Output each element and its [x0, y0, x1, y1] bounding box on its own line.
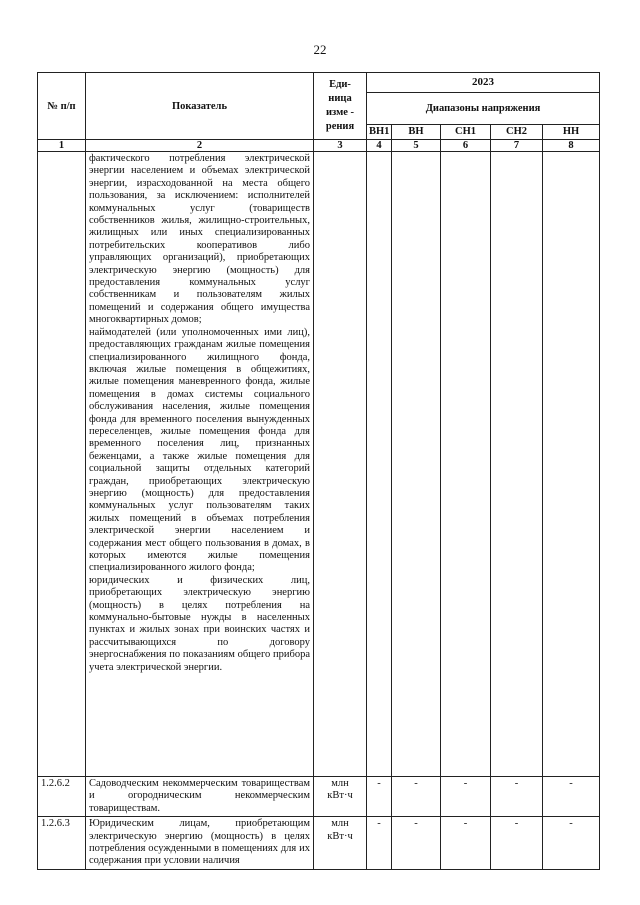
column-index-row: [38, 140, 600, 152]
value-sn2: [491, 152, 543, 777]
header-year: 2023: [367, 73, 600, 93]
value-sn2: -: [491, 777, 543, 817]
page-number: 22: [313, 42, 327, 57]
row-unit: [314, 817, 367, 870]
header-unit-line: Еди-: [329, 79, 351, 90]
value-nn: -: [543, 817, 600, 870]
indicator-paragraph: фактического потребления электрической энергии населением и объемах электрической энергии, израсходованной на места общего пользования, за исключением: исполнителей коммунальных услуг (товариществ собственников жилья, жилищно-строительных, жилищных или иных специализированных потребительских кооперативов либо управляющих организаций), приобретающих электрическую энергию (мощность) для предоставления коммунальных услуг собственникам и пользователям жилых помещений и содержания общего имущества многоквартирных домов;: [89, 153, 310, 326]
row-indicator-text: [86, 152, 314, 777]
header-unit: [314, 73, 367, 140]
value-vn1: [367, 152, 392, 777]
table-row: [38, 152, 600, 777]
column-index: 8: [543, 140, 600, 152]
header-range-sn1: СН1: [441, 124, 491, 139]
header-num: № п/п: [38, 73, 86, 140]
tariff-volume-table: [37, 72, 600, 870]
header-unit-line: рения: [325, 121, 355, 132]
header-range-vn: ВН: [392, 124, 441, 139]
indicator-paragraph: Садоводческим некоммерческим товариществам и огородническим некоммерческим товариществам.: [89, 778, 310, 814]
value-sn1: [441, 152, 491, 777]
indicator-paragraph: наймодателей (или уполномоченных ими лиц), предоставляющих гражданам жилые помещения специализированного жилищного фонда, включая жилые помещения в общежитиях, жилые помещения маневренного фонда, жилые помещения в домах системы социального обслуживания населения, жилые помещения фонда для временного поселения вынужденных переселенцев, жилые помещения фонда для временного поселения лиц, признанных беженцами, а также жилые помещения для социальной защиты отдельных категорий граждан, приобретающих электрическую энергию (мощность) для предоставления коммунальных услуг пользователям таких жилых помещений в объемах потребления электрической энергии населением и содержания мест общего пользования в домах, в которых имеются жилые помещения специализированного жилого фонда;: [89, 326, 310, 574]
value-sn2: -: [491, 817, 543, 870]
column-index: 5: [392, 140, 441, 152]
value-vn: -: [392, 817, 441, 870]
row-indicator-text: [86, 817, 314, 870]
row-number: 1.2.6.3: [38, 817, 86, 870]
table-row: [38, 777, 600, 817]
unit-line: кВт·ч: [327, 790, 353, 802]
value-nn: [543, 152, 600, 777]
row-indicator-text: [86, 777, 314, 817]
row-unit: [314, 777, 367, 817]
unit-line: млн: [331, 778, 349, 789]
column-index: 3: [314, 140, 367, 152]
column-index: 4: [367, 140, 392, 152]
header-range-sn2: СН2: [491, 124, 543, 139]
value-vn1: -: [367, 817, 392, 870]
column-index: 6: [441, 140, 491, 152]
header-range-vn1: ВН1: [367, 124, 392, 139]
row-number: 1.2.6.2: [38, 777, 86, 817]
header-voltage-ranges: Диапазоны напряжения: [367, 92, 600, 124]
value-sn1: -: [441, 777, 491, 817]
value-sn1: -: [441, 817, 491, 870]
table-row: [38, 817, 600, 870]
column-index: 7: [491, 140, 543, 152]
unit-line: млн: [331, 818, 349, 830]
value-nn: -: [543, 777, 600, 817]
indicator-paragraph: Юридическим лицам, приобретающим электрическую энергию (мощность) в целях потребления осужденными в помещениях для их содержания при условии наличия: [89, 818, 310, 867]
value-vn: [392, 152, 441, 777]
row-number: [38, 152, 86, 777]
row-unit: [314, 152, 367, 777]
value-vn: -: [392, 777, 441, 817]
column-index: 1: [38, 140, 86, 152]
unit-line: кВт·ч: [327, 830, 353, 842]
header-unit-line: ница: [328, 93, 352, 104]
column-index: 2: [86, 140, 314, 152]
header-range-nn: НН: [543, 124, 600, 139]
value-vn1: -: [367, 777, 392, 817]
header-unit-line: изме -: [325, 107, 355, 118]
header-indicator: Показатель: [86, 73, 314, 140]
indicator-paragraph: юридических и физических лиц, приобретающих электрическую энергию (мощность) в целях потребления на коммунально-бытовые нужды в населенных пунктах и жилых зонах при воинских частях и рассчитывающихся по договору энергоснабжения по показаниям общего прибора учета электрической энергии.: [89, 574, 310, 673]
